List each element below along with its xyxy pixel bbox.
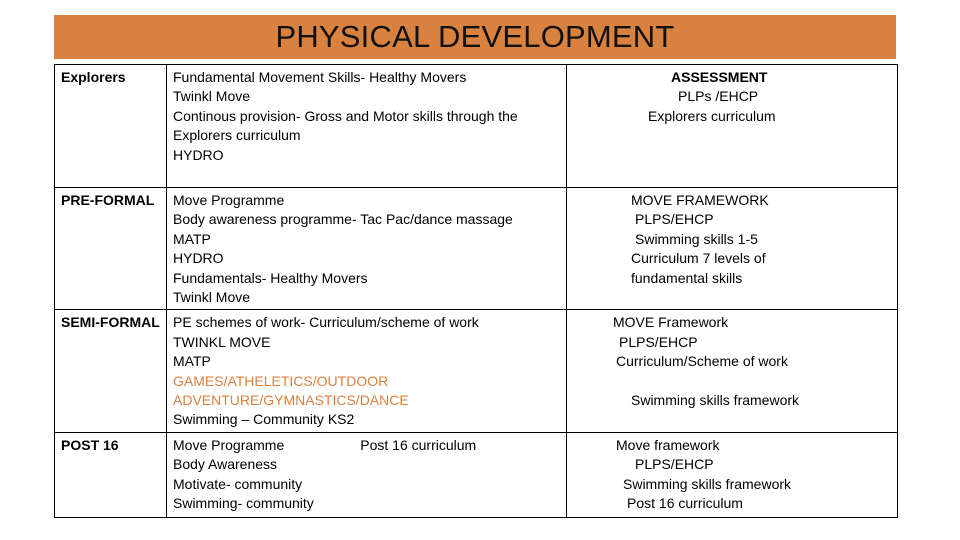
- provision-side-note: Post 16 curriculum: [360, 436, 477, 453]
- assessment-cell: [567, 65, 898, 188]
- assessment-item: PLPS/EHCP: [619, 333, 698, 350]
- provision-item: TWINKL MOVE: [173, 333, 271, 350]
- provision-cell: [167, 188, 567, 310]
- provision-item-text: Move Programme: [173, 436, 285, 453]
- provision-cell: [167, 310, 567, 432]
- assessment-heading: ASSESSMENT: [671, 69, 768, 85]
- provision-cell: [167, 432, 567, 517]
- provision-item: MATP: [173, 353, 211, 370]
- assessment-item: Post 16 curriculum: [627, 495, 743, 512]
- assessment-item: fundamental skills: [631, 269, 743, 286]
- assessment-spacer: [573, 372, 891, 391]
- assessment-item: Explorers curriculum: [648, 107, 776, 124]
- provision-item-highlighted: ADVENTURE/GYMNASTICS/DANCE: [173, 392, 409, 409]
- assessment-item: MOVE Framework: [613, 314, 729, 331]
- table-row: [55, 65, 898, 188]
- page-title: PHYSICAL DEVELOPMENT: [275, 19, 675, 54]
- group-label: POST 16: [55, 432, 167, 517]
- table-row: [55, 432, 898, 517]
- provision-item: [173, 436, 560, 455]
- physical-development-table: [54, 64, 898, 518]
- provision-item: Swimming – Community KS2: [173, 411, 355, 428]
- provision-item: Twinkl Move: [173, 289, 251, 306]
- assessment-item: Swimming skills framework: [631, 392, 800, 409]
- group-label: Explorers: [55, 65, 167, 188]
- provision-item: Body awareness programme- Tac Pac/dance massage: [173, 211, 513, 228]
- assessment-item: PLPS/EHCP: [635, 211, 714, 228]
- assessment-item: PLPS/EHCP: [635, 456, 714, 473]
- group-label: SEMI-FORMAL: [55, 310, 167, 432]
- assessment-item: Swimming skills framework: [623, 475, 792, 492]
- provision-item: HYDRO: [173, 146, 224, 163]
- assessment-item: Swimming skills 1-5: [635, 230, 758, 247]
- assessment-cell: [567, 432, 898, 517]
- assessment-item: Curriculum 7 levels of: [631, 250, 766, 267]
- provision-item: Motivate- community: [173, 475, 303, 492]
- provision-item: Move Programme: [173, 192, 285, 208]
- group-label: PRE-FORMAL: [55, 188, 167, 310]
- provision-item: Fundamental Movement Skills- Healthy Movers: [173, 69, 467, 85]
- provision-item: Fundamentals- Healthy Movers: [173, 269, 368, 286]
- provision-item: Continous provision- Gross and Motor skills through the: [173, 107, 518, 124]
- provision-item: Explorers curriculum: [173, 127, 301, 144]
- provision-item-highlighted: GAMES/ATHELETICS/OUTDOOR: [173, 372, 389, 389]
- provision-item: MATP: [173, 230, 211, 247]
- provision-item: Twinkl Move: [173, 88, 251, 105]
- provision-item: Swimming- community: [173, 495, 314, 512]
- assessment-item: PLPs /EHCP: [678, 88, 759, 105]
- assessment-cell: [567, 310, 898, 432]
- assessment-item: MOVE FRAMEWORK: [631, 192, 769, 208]
- title-banner: [54, 15, 896, 59]
- provision-item: Body Awareness: [173, 456, 278, 473]
- assessment-item: Move framework: [616, 436, 720, 453]
- assessment-cell: [567, 188, 898, 310]
- table-row: [55, 310, 898, 432]
- table-row: [55, 188, 898, 310]
- provision-cell: [167, 65, 567, 188]
- provision-item: HYDRO: [173, 250, 224, 267]
- assessment-item: Curriculum/Scheme of work: [616, 353, 788, 370]
- provision-item: PE schemes of work- Curriculum/scheme of work: [173, 314, 479, 331]
